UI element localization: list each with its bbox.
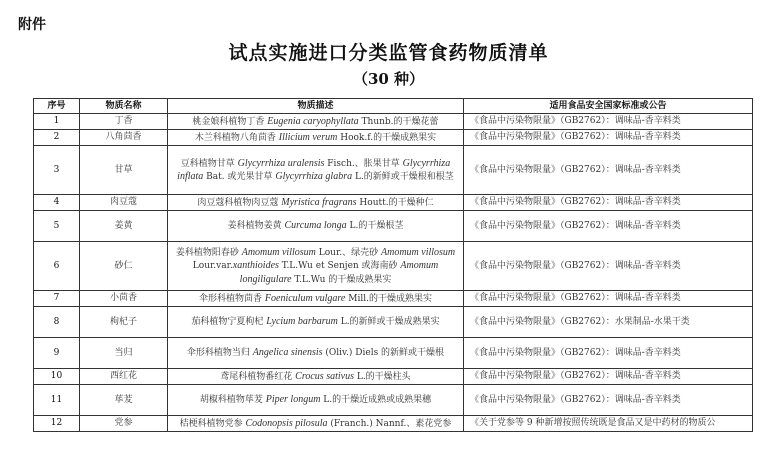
substance-description: [168, 146, 464, 195]
table-row: [34, 307, 753, 338]
row-number: 12: [34, 416, 80, 432]
description-text: L.的干燥柱头: [353, 371, 411, 382]
latin-name: Amomum longiligulare: [239, 260, 439, 285]
description-text: Thunb.的干燥花蕾: [358, 116, 439, 127]
table-row: [34, 130, 753, 146]
description-text: Lour.、绿壳砂: [315, 247, 381, 258]
applicable-standard: 《食品中污染物限量》（GB2762）：调味品-香辛料类: [464, 242, 753, 291]
row-number: 1: [34, 114, 80, 130]
description-text: 伞形科植物当归: [186, 348, 253, 359]
substance-description: [168, 242, 464, 291]
description-text: 肉豆蔻科植物肉豆蔻: [197, 197, 282, 208]
description-text: 桃金娘科植物丁香: [192, 116, 268, 127]
table-row: [34, 416, 753, 432]
description-text: L.的干燥根茎: [346, 221, 404, 232]
row-number: 4: [34, 195, 80, 211]
substance-table: [33, 98, 753, 432]
row-number: 9: [34, 338, 80, 369]
header-no: 序号: [34, 99, 80, 114]
latin-name: Myristica fragrans: [281, 196, 357, 208]
substance-name: 肉豆蔻: [80, 195, 168, 211]
description-text: 姜科植物阳春砂: [175, 247, 242, 258]
latin-name: Glycyrrhiza uralensis: [237, 157, 325, 169]
substance-name: 枸杞子: [80, 307, 168, 338]
latin-name: Amomum villosum: [380, 246, 456, 258]
header-desc: 物质描述: [168, 99, 464, 114]
applicable-standard: 《食品中污染物限量》（GB2762）：水果制品-水果干类: [464, 307, 753, 338]
row-number: 10: [34, 369, 80, 385]
substance-description: [168, 385, 464, 416]
row-number: 6: [34, 242, 80, 291]
substance-name: 西红花: [80, 369, 168, 385]
description-text: 鸢尾科植物番红花: [220, 371, 296, 382]
applicable-standard: 《食品中污染物限量》（GB2762）：调味品-香辛料类: [464, 211, 753, 242]
header-name: 物质名称: [80, 99, 168, 114]
description-text: Houtt.的干燥种仁: [356, 197, 434, 208]
description-text: T.L.Wu et Senjen 或海南砂: [278, 261, 401, 272]
description-text: 伞形科植物茴香: [199, 293, 265, 304]
latin-name: xanthioides: [232, 260, 279, 272]
description-text: 桔梗科植物党参: [179, 418, 246, 429]
latin-name: Angelica sinensis: [252, 347, 323, 359]
applicable-standard: 《食品中污染物限量》（GB2762）：调味品-香辛料类: [464, 130, 753, 146]
applicable-standard: 《食品中污染物限量》（GB2762）：调味品-香辛料类: [464, 146, 753, 195]
description-text: 姜科植物姜黄: [227, 221, 285, 232]
table-header-row: [34, 99, 753, 114]
table-row: [34, 211, 753, 242]
latin-name: Foeniculum vulgare: [264, 292, 346, 304]
description-text: L.的新鲜或干燥成熟果实: [337, 317, 440, 328]
latin-name: Glycyrrhiza glabra: [275, 171, 353, 182]
table-body: [34, 114, 753, 432]
row-number: 7: [34, 291, 80, 307]
table-row: [34, 385, 753, 416]
latin-name: Lycium barbarum: [266, 316, 338, 328]
substance-description: [168, 211, 464, 242]
latin-name: Illicium verum: [278, 131, 338, 143]
description-text: 木兰科植物八角茴香: [194, 132, 279, 143]
description-text: 胡椒科植物荜茇: [199, 395, 266, 406]
substance-name: 当归: [80, 338, 168, 369]
row-number: 5: [34, 211, 80, 242]
row-number: 8: [34, 307, 80, 338]
table-row: [34, 195, 753, 211]
description-text: (Franch.) Nannf.、素花党参: [327, 418, 452, 429]
row-number: 3: [34, 146, 80, 195]
row-number: 11: [34, 385, 80, 416]
latin-name: Piper longum: [265, 394, 321, 406]
substance-name: 甘草: [80, 146, 168, 195]
description-text: Fisch.、胀果甘草: [324, 158, 403, 169]
substance-name: 荜茇: [80, 385, 168, 416]
description-text: (Oliv.) Diels 的新鲜或干燥根: [322, 348, 445, 359]
latin-name: Curcuma longa: [284, 220, 347, 232]
applicable-standard: 《食品中污染物限量》（GB2762）：调味品-香辛料类: [464, 195, 753, 211]
substance-name: 姜黄: [80, 211, 168, 242]
substance-description: [168, 416, 464, 432]
applicable-standard: 《关于党参等 9 种新增按照传统既是食品又是中药材的物质公: [464, 416, 753, 432]
substance-description: [168, 338, 464, 369]
substance-description: [168, 369, 464, 385]
description-text: 豆科植物甘草: [180, 158, 238, 169]
applicable-standard: 《食品中污染物限量》（GB2762）：调味品-香辛料类: [464, 291, 753, 307]
description-text: 茄科植物宁夏枸杞: [191, 317, 267, 328]
applicable-standard: 《食品中污染物限量》（GB2762）：调味品-香辛料类: [464, 385, 753, 416]
substance-description: [168, 130, 464, 146]
description-text: L.的新鲜或干燥根和根茎: [352, 172, 454, 182]
substance-name: 党参: [80, 416, 168, 432]
applicable-standard: 《食品中污染物限量》（GB2762）：调味品-香辛料类: [464, 338, 753, 369]
document-title: 试点实施进口分类监管食药物质清单: [228, 42, 549, 64]
substance-name: 砂仁: [80, 242, 168, 291]
table-row: [34, 146, 753, 195]
table-row: [34, 369, 753, 385]
document-subtitle: （30 种）: [352, 70, 425, 88]
table-row: [34, 338, 753, 369]
substance-name: 丁香: [80, 114, 168, 130]
latin-name: Crocus sativus: [295, 370, 354, 382]
description-text: T.L.Wu 的干燥成熟果实: [291, 274, 392, 285]
latin-name: Eugenia caryophyllata: [267, 115, 359, 127]
description-text: Bat. 或光果甘草: [203, 172, 276, 182]
attachment-label: 附件: [18, 17, 46, 33]
row-number: 2: [34, 130, 80, 146]
table-row: [34, 114, 753, 130]
table-row: [34, 242, 753, 291]
table-row: [34, 291, 753, 307]
substance-description: [168, 195, 464, 211]
substance-name: 小茴香: [80, 291, 168, 307]
latin-name: Amomum villosum: [241, 246, 316, 258]
description-text: Mill.的干燥成熟果实: [345, 293, 432, 304]
header-std: 适用食品安全国家标准或公告: [464, 99, 753, 114]
applicable-standard: 《食品中污染物限量》（GB2762）：调味品-香辛料类: [464, 114, 753, 130]
description-text: Hook.f.的干燥成熟果实: [337, 132, 437, 143]
substance-description: [168, 291, 464, 307]
description-text: L.的干燥近成熟或成熟果穗: [320, 395, 432, 406]
description-text: Lour.var.: [192, 261, 233, 272]
substance-name: 八角茴香: [80, 130, 168, 146]
applicable-standard: 《食品中污染物限量》（GB2762）：调味品-香辛料类: [464, 369, 753, 385]
latin-name: Glycyrrhiza inflata: [177, 157, 451, 182]
substance-description: [168, 114, 464, 130]
substance-description: [168, 307, 464, 338]
latin-name: Codonopsis pilosula: [245, 417, 328, 429]
